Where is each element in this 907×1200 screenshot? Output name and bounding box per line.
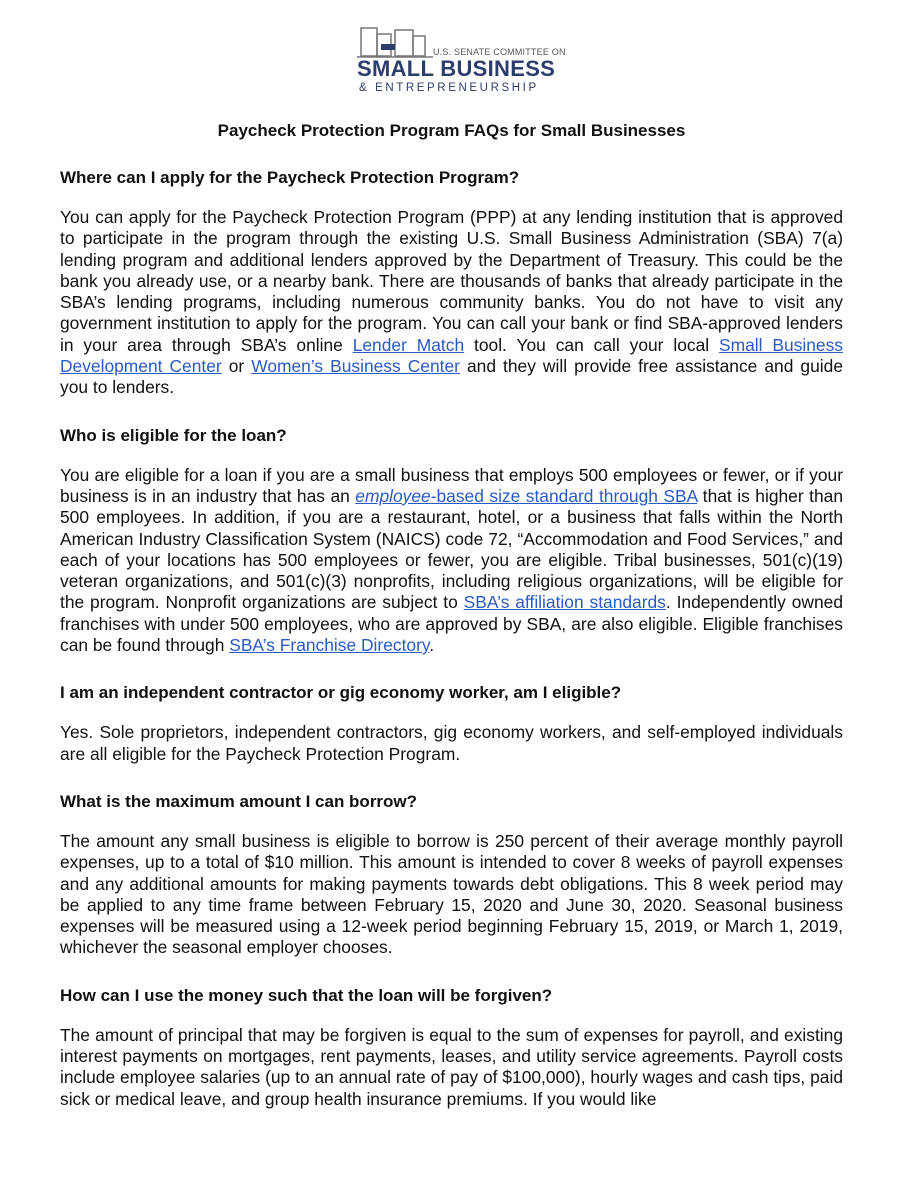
size-standard-link[interactable]: employee [355,485,431,506]
lender-match-link[interactable]: Lender Match [352,334,465,355]
text: or [221,356,252,377]
faq-heading: Where can I apply for the Paycheck Protection Program? [60,168,520,187]
document-body [60,120,843,1136]
faq-answer [60,207,843,399]
text: You are eligible for a loan if you are a small business that employs 500 employees or fewer, or if your business is in an industry that has an [60,464,843,506]
franchise-directory-link[interactable]: SBA’s Franchise Directory [229,635,430,656]
faq-answer: The amount any small business is eligible to borrow is 250 percent of their average monthly payroll expenses, up to a total of $10 million. This amount is intended to cover 8 weeks of payroll expenses and any additional amounts for making payments towards debt obligations. This 8 week period may be applied to any time frame between February 15, 2020 and June 30, 2020. Seasonal business expenses will be measured using a 12-week period beginning February 15, 2019, or March 1, 2019, whichever the seasonal employer chooses. [60,830,843,958]
faq-heading: I am an independent contractor or gig economy worker, am I eligible? [60,683,622,703]
logo-line3: & ENTREPRENEURSHIP [359,82,539,94]
text: that is higher than 500 employees. In addition, if you are a restaurant, hotel, or a business that falls within the North American Industry Classification System (NAICS) code 72, “Accommodation and Food Services,” and each of your locations has 500 employees or fewer, you are eligible. Tribal businesses, 501(c)(19) veteran organizations, and 501(c)(3) nonprofits, including religious organizations, will be eligible for the program. Nonprofit organizations are subject to [60,485,843,613]
text: You can apply for the Paycheck Protection Program (PPP) at any lending institution that is approved to participate in the program through the existing U.S. Small Business Administration (SBA) 7(a) lending program and additional lenders approved by the Department of Treasury. This could be the bank you already use, or a nearby bank. There are thousands of banks that already participate in the SBA’s lending programs, including numerous community banks. You do not have to visit any government institution to apply for the program. You can call your bank or find SBA-approved lenders in your area through SBA’s online [60,207,843,355]
faq-answer [60,465,843,657]
text: tool. You can call your local [464,334,720,355]
faq-heading: How can I use the money such that the loan will be forgiven? [60,985,553,1005]
faq-answer: The amount of principal that may be forgiven is equal to the sum of expenses for payroll, and existing interest payments on mortgages, rent payments, leases, and utility service agreements. Payroll costs include employee salaries (up to an annual rate of pay of $100,000), hourly wages and cash tips, paid sick or medical leave, and group health insurance premiums. If you would like [60,1024,843,1109]
text: and they will provide free assistance and guide you to lenders. [60,356,843,398]
faq-heading: What is the maximum amount I can borrow? [60,791,418,811]
text: . Independently owned franchises with under 500 employees, who are approved by SBA, are also eligible. Eligible franchises can be found through [60,592,843,656]
logo-line1: U.S. SENATE COMMITTEE ON [433,47,566,57]
text: . [429,635,435,656]
womens-business-center-link[interactable]: Women’s Business Center [251,356,460,377]
committee-logo [357,26,566,98]
sbdc-link[interactable]: Small Business Development Center [60,334,843,377]
faq-heading: Who is eligible for the loan? [60,425,287,445]
buildings-icon [357,26,433,58]
logo-line2: SMALL BUSINESS [357,56,556,81]
document-title: Paycheck Protection Program FAQs for Small Businesses [217,121,686,140]
size-standard-link[interactable]: -based size standard through SBA [430,485,698,506]
faq-answer: Yes. Sole proprietors, independent contractors, gig economy workers, and self-employed individuals are all eligible for the Paycheck Protection Program. [60,722,843,764]
affiliation-standards-link[interactable]: SBA’s affiliation standards [463,592,666,613]
